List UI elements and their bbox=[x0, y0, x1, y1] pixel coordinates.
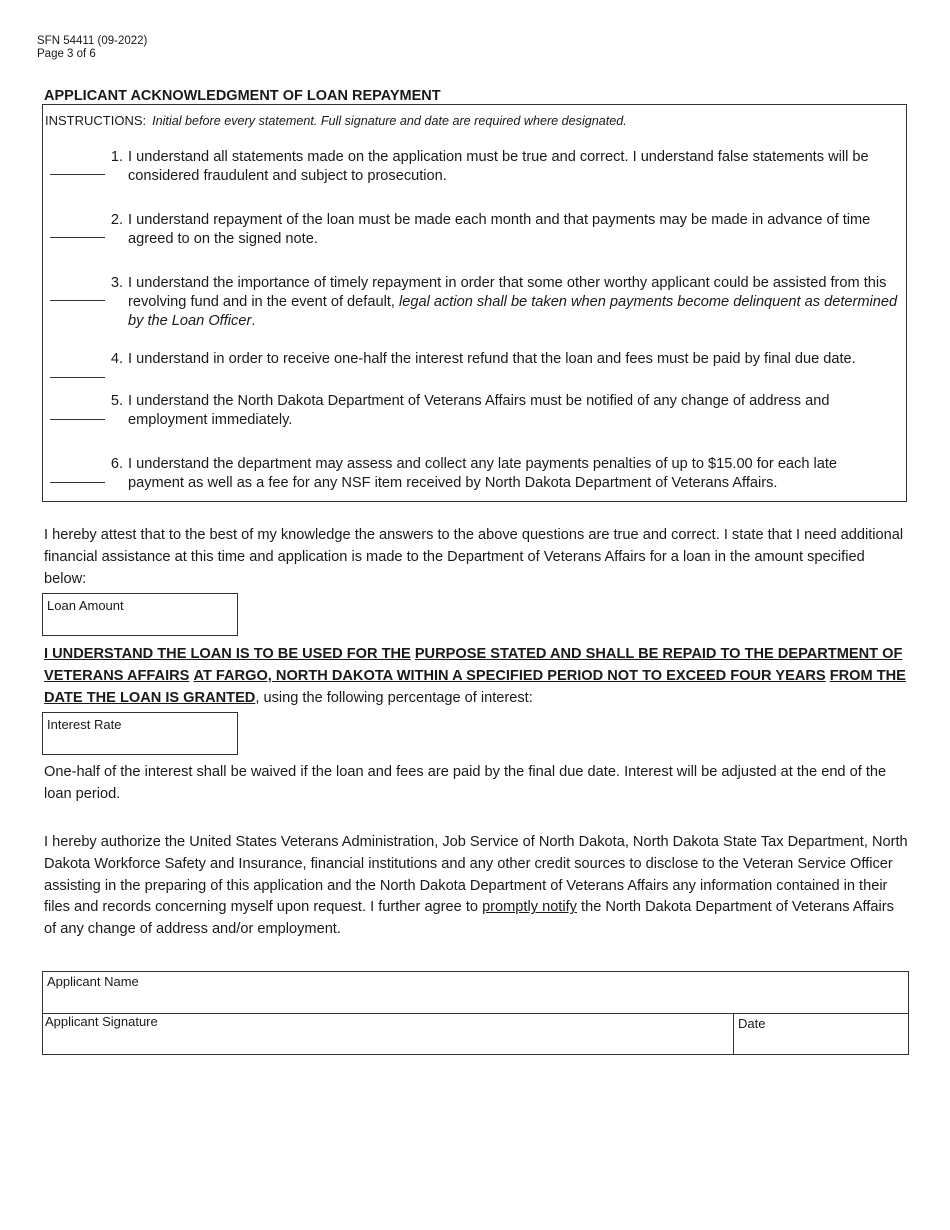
instructions bbox=[45, 113, 627, 128]
instructions-text: Initial before every statement. Full signature and date are required where designated. bbox=[152, 114, 627, 128]
authorize-text-end: the North Dakota Department of Veterans Affairs of any change of address and/or employment. bbox=[44, 899, 894, 938]
loan-amount-label: Loan Amount bbox=[47, 598, 124, 613]
understand-part-1: I UNDERSTAND THE LOAN IS TO BE USED FOR THE bbox=[44, 646, 411, 662]
instructions-label: INSTRUCTIONS: bbox=[45, 113, 147, 128]
statement-text-plain: I understand the importance of timely repayment in order that some other worthy applicant could be assisted from this revolving fund and in the event of default, bbox=[128, 275, 887, 310]
statement-number: 2. bbox=[110, 212, 123, 228]
applicant-name-field[interactable] bbox=[43, 972, 908, 1014]
statement-text: I understand in order to receive one-half the interest refund that the loan and fees must be paid by final due date. bbox=[128, 351, 856, 367]
attest-paragraph: I hereby attest that to the best of my knowledge the answers to the above questions are true and correct. I state that I need additional financial assistance at this time and application is made to the Department of Veterans Affairs for a loan in the amount specified below: bbox=[44, 527, 904, 587]
understand-part-2: PURPOSE STATED AND SHALL BE REPAID TO THE DEPARTMENT OF VETERANS AFFAIRS bbox=[44, 646, 903, 684]
initial-line-3[interactable] bbox=[50, 300, 105, 301]
understand-part-4: FROM THE DATE THE LOAN IS GRANTED bbox=[44, 667, 906, 706]
form-id: SFN 54411 (09-2022) bbox=[37, 35, 148, 47]
authorize-underlined: promptly notify bbox=[482, 899, 577, 916]
date-label: Date bbox=[738, 1016, 766, 1031]
interest-rate-field[interactable] bbox=[42, 712, 238, 755]
authorize-text: I hereby authorize the United States Veterans Administration, Job Service of North Dakota, North Dakota State Tax Department, North Dakota Workforce Safety and Insurance, financial institutions and any other credit sources to disclose to the Veteran Service Officer assisting in the preparing of this application and the North Dakota Department of Veterans Affairs any information contained in their files and records concerning myself upon request. I further agree to bbox=[44, 834, 908, 916]
acknowledgment-box bbox=[42, 104, 907, 502]
statement-number: 1. bbox=[110, 149, 123, 165]
date-field[interactable] bbox=[734, 1013, 908, 1054]
initial-line-6[interactable] bbox=[50, 482, 105, 483]
signature-block bbox=[42, 971, 909, 1055]
statement-number: 5. bbox=[110, 393, 123, 409]
statement-number: 6. bbox=[110, 456, 123, 472]
applicant-signature-label: Applicant Signature bbox=[45, 1014, 158, 1029]
statement-text: I understand the North Dakota Department of Veterans Affairs must be notified of any change of address and employment immediately. bbox=[128, 393, 830, 428]
initial-line-5[interactable] bbox=[50, 419, 105, 420]
statement-text: I understand all statements made on the application must be true and correct. I understand false statements will be considered fraudulent and subject to prosecution. bbox=[128, 149, 869, 184]
statement-text-end: . bbox=[251, 313, 256, 329]
initial-line-2[interactable] bbox=[50, 237, 105, 238]
authorize-paragraph bbox=[44, 832, 910, 941]
statement-text: I understand the department may assess and collect any late payments penalties of up to $15.00 for each late payment as well as a fee for any NSF item received by North Dakota Department of Veterans Affairs. bbox=[128, 456, 838, 491]
signature-row bbox=[43, 1013, 908, 1054]
statement-text-italic: legal action shall be taken when payments become delinquent as determined by the Loan Officer bbox=[128, 294, 898, 329]
understand-paragraph bbox=[44, 644, 910, 709]
initial-line-1[interactable] bbox=[50, 174, 105, 175]
statement-text: I understand repayment of the loan must be made each month and that payments may be made in advance of time agreed to on the signed note. bbox=[128, 212, 871, 247]
statement-text bbox=[128, 274, 908, 331]
statement-number: 3. bbox=[110, 275, 123, 291]
applicant-name-label: Applicant Name bbox=[47, 974, 139, 989]
page-number: Page 3 of 6 bbox=[37, 48, 96, 60]
section-title: APPLICANT ACKNOWLEDGMENT OF LOAN REPAYMENT bbox=[44, 88, 441, 104]
loan-amount-field[interactable] bbox=[42, 593, 238, 636]
understand-part-5: , using the following percentage of interest: bbox=[255, 689, 533, 706]
understand-part-3: AT FARGO, NORTH DAKOTA WITHIN A SPECIFIED PERIOD NOT TO EXCEED FOUR YEARS bbox=[193, 667, 826, 684]
interest-rate-label: Interest Rate bbox=[47, 717, 122, 732]
statement-number: 4. bbox=[110, 351, 123, 367]
applicant-signature-field[interactable] bbox=[43, 1013, 733, 1054]
form-header bbox=[37, 35, 147, 61]
waiver-paragraph: One-half of the interest shall be waived if the loan and fees are paid by the final due date. Interest will be adjusted at the end of the loan period. bbox=[44, 764, 887, 802]
initial-line-4[interactable] bbox=[50, 377, 105, 378]
